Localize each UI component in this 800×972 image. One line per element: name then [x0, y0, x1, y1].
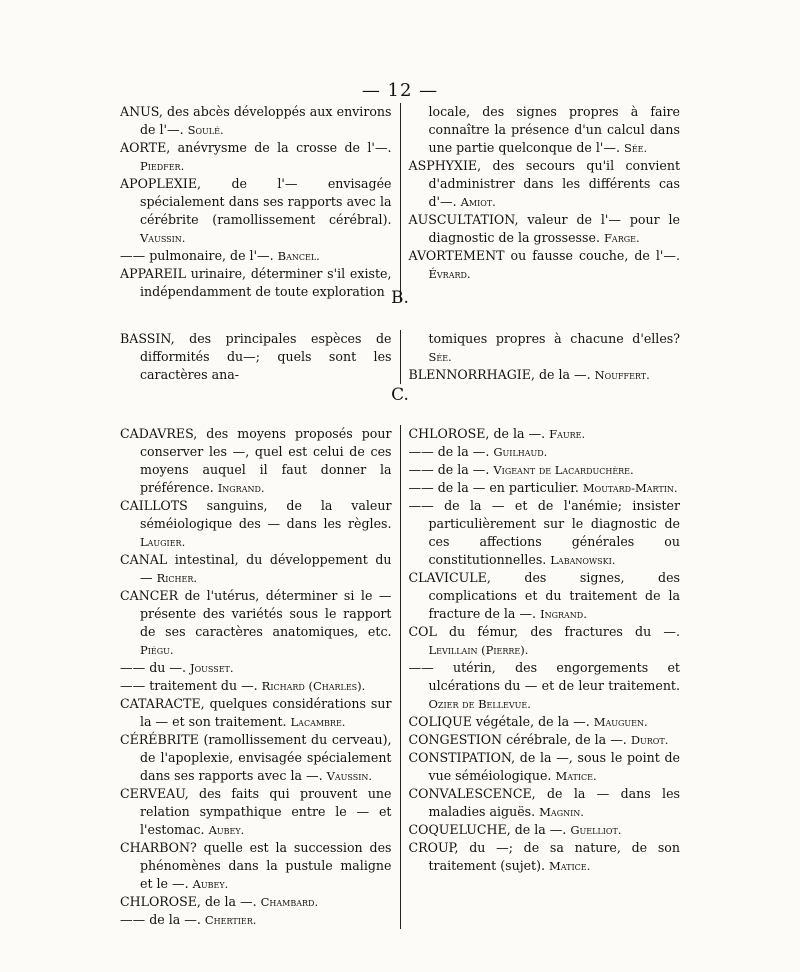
- index-entry: —— du —. Jousset.: [120, 660, 234, 675]
- index-entry: COL du fémur, des fractures du —. Levillain (Pierre).: [408, 624, 680, 657]
- left-column: [120, 425, 400, 929]
- index-entry: ANUS, des abcès développés aux environs de l'—. Soulé.: [120, 104, 392, 137]
- index-entry: CÉRÉBRITE (ramollissement du cerveau), de l'apoplexie, envisagée spécialement dans ses rapports avec la —. Vaussin.: [120, 732, 392, 783]
- index-entry: CROUP, du —; de sa nature, de son traitement (sujet). Matice.: [408, 840, 680, 873]
- section-letter-b: B.: [391, 288, 409, 308]
- section-c-entries: [120, 425, 680, 929]
- index-entry: CATARACTE, quelques considérations sur la — et son traitement. Lacambre.: [120, 696, 392, 729]
- section-b-entries: [120, 330, 680, 384]
- section-letter-c: C.: [391, 385, 409, 405]
- right-column: [401, 103, 681, 301]
- index-entry: AUSCULTATION, valeur de l'— pour le diagnostic de la grossesse. Farge.: [408, 212, 680, 245]
- left-column: [120, 103, 400, 301]
- index-entry: CHLOROSE, de la —. Chambard.: [120, 894, 319, 909]
- index-entry: CERVEAU, des faits qui prouvent une relation sympathique entre le — et l'estomac. Aubey.: [120, 786, 392, 837]
- index-entry: —— traitement du —. Richard (Charles).: [120, 678, 366, 693]
- index-entry: BASSIN, des principales espèces de difformités du—; quels sont les caractères ana-: [120, 331, 392, 382]
- index-entry: —— de la —. Vigeant de Lacarduchère.: [408, 462, 634, 477]
- index-entry: BLENNORRHAGIE, de la —. Nouffert.: [408, 367, 650, 382]
- index-entry: —— de la — et de l'anémie; insister particulièrement sur le diagnostic de ces affections générales ou constitutionnelles. Labanowski.: [408, 498, 680, 567]
- index-entry: —— de la —. Guilhaud.: [408, 444, 548, 459]
- index-entry: CAILLOTS sanguins, de la valeur séméiologique des — dans les règles. Laugier.: [120, 498, 392, 549]
- index-entry: ASPHYXIE, des secours qu'il convient d'administrer dans les différents cas d'—. Amiot.: [408, 158, 680, 209]
- index-entry: CLAVICULE, des signes, des complications et du traitement de la fracture de la —. Ingrand.: [408, 570, 680, 621]
- page-number: — 12 —: [361, 80, 439, 101]
- section-a-entries: [120, 103, 680, 301]
- index-entry: —— utérin, des engorgements et ulcérations du — et de leur traitement. Ozier de Bellevue.: [408, 660, 680, 711]
- index-entry: CHARBON? quelle est la succession des phénomènes dans la pustule maligne et le —. Aubey.: [120, 840, 392, 891]
- index-entry: CANAL intestinal, du développement du — Richer.: [120, 552, 392, 585]
- index-entry: CANCER de l'utérus, déterminer si le — présente des variétés sous le rapport de ses caractères anatomiques, etc. Piégu.: [120, 588, 392, 657]
- index-entry: CONGESTION cérébrale, de la —. Durot.: [408, 732, 669, 747]
- index-entry: APPAREIL urinaire, déterminer s'il existe, indépendamment de toute exploration: [120, 266, 392, 299]
- left-column: [120, 330, 400, 384]
- index-entry: AORTE, anévrysme de la crosse de l'—. Piedfer.: [120, 140, 392, 173]
- index-entry: —— de la — en particulier. Moutard-Martin.: [408, 480, 678, 495]
- index-entry-continuation: locale, des signes propres à faire connaître la présence d'un calcul dans une partie quelconque de l'—. Sée.: [428, 104, 680, 155]
- right-column: [401, 330, 681, 384]
- index-entry: CONVALESCENCE, de la — dans les maladies aiguës. Magnin.: [408, 786, 680, 819]
- index-entry: COQUELUCHE, de la —. Guelliot.: [408, 822, 622, 837]
- index-entry: CHLOROSE, de la —. Faure.: [408, 426, 586, 441]
- index-entry: —— de la —. Chertier.: [120, 912, 257, 927]
- index-entry-continuation: tomiques propres à chacune d'elles? Sée.: [428, 331, 680, 364]
- index-entry: —— pulmonaire, de l'—. Bancel.: [120, 248, 320, 263]
- index-entry: CADAVRES, des moyens proposés pour conserver les —, quel est celui de ces moyens auquel il faut donner la préférence. Ingrand.: [120, 426, 392, 495]
- index-entry: APOPLEXIE, de l'— envisagée spécialement dans ses rapports avec la cérébrite (ramollissement cérébral). Vaussin.: [120, 176, 392, 245]
- index-entry: COLIQUE végétale, de la —. Mauguen.: [408, 714, 648, 729]
- index-entry: AVORTEMENT ou fausse couche, de l'—. Évrard.: [408, 248, 680, 281]
- index-entry: CONSTIPATION, de la —, sous le point de vue séméiologique. Matice.: [408, 750, 680, 783]
- right-column: [401, 425, 681, 929]
